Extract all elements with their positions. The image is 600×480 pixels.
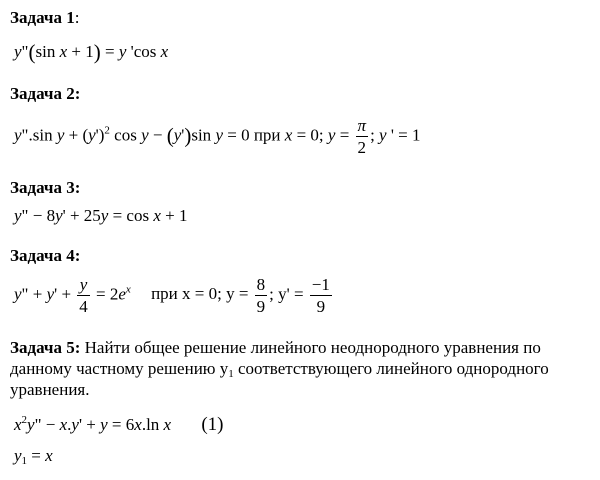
task1-title: Задача 1: [10,8,80,27]
task4-equation: y" + y' + $\frac{y}{4}$ = $2e^x$ при x = 0; y = $\frac{8}{9}$ ; y' = $\frac{-1}{9}$ [14,275,330,316]
task4-title: Задача 4: [10,246,81,265]
task1-equation: y"(sin x + 1) = y 'cos x [14,40,169,64]
task2-title: Задача 2: [10,84,81,103]
task5-text: Задача 5: Найти общее решение линейного неоднородного уравнения по данному частному решению $y_1$ соответствующего линейного однородного уравнения. [10,338,549,399]
task2-fraction: $\frac{\pi}{2}$ [357,116,367,157]
task4-fraction-1: $\frac{8}{9}$ [256,275,266,316]
task3-title: Задача 3: [10,178,81,197]
task5-title: Задача 5: [10,338,81,357]
task5-equation-label: (1) [201,414,224,435]
task4-fraction-2: $\frac{-1}{9}$ [311,275,330,316]
task2-equation: y".sin $y + (y')^2$ cos y − (y')sin y = 0 при x = 0; y = $\frac{\pi}{2}$ ; y ' = 1 [14,116,421,157]
task3-equation: y" − 8y' + 25y = cos x + 1 [14,206,188,225]
task2-condition-word: при [253,125,281,145]
task5-particular-solution: $y_1 = x$ [14,446,53,467]
task4-condition: при x = 0; y = [151,284,249,304]
task5-equation: $x^2y$" − x.y' + y = 6x.ln x (1) [14,414,224,435]
